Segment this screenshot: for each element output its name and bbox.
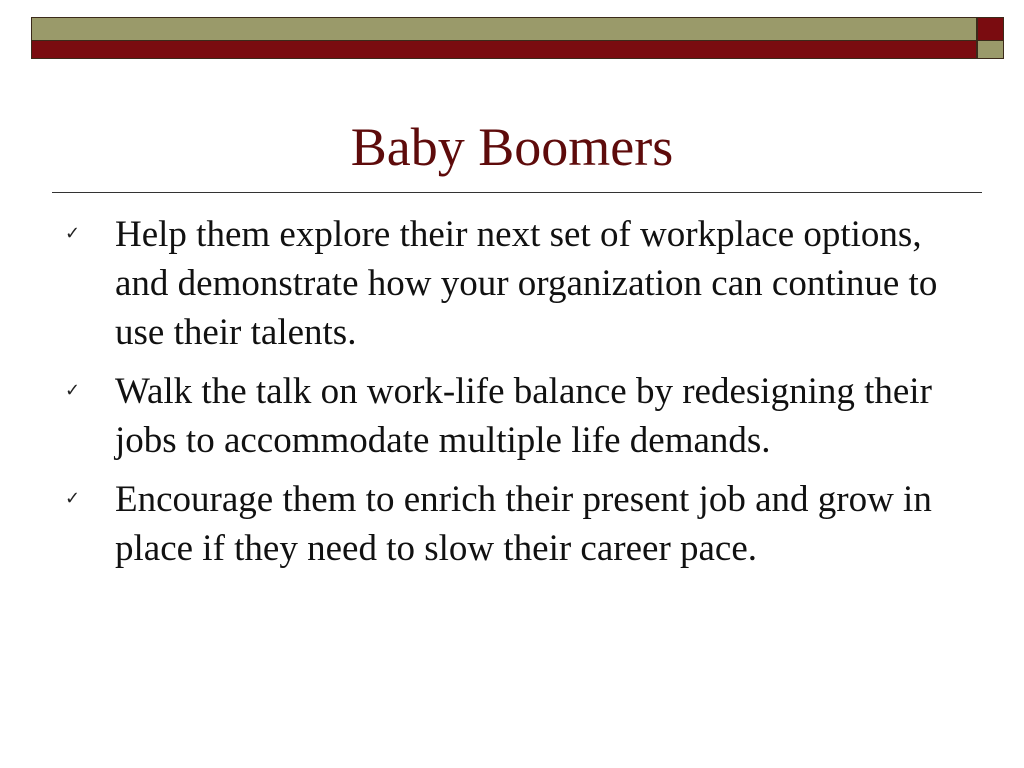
header-corner-red-block xyxy=(977,17,1004,41)
bullet-text: Help them explore their next set of workplace options, and demonstrate how your organization can continue to use their talents. xyxy=(115,214,938,353)
checkmark-icon: ✓ xyxy=(65,380,81,401)
bullet-item xyxy=(60,367,980,465)
checkmark-icon: ✓ xyxy=(65,223,81,244)
header-corner-olive-block xyxy=(977,41,1004,59)
bullet-list xyxy=(60,210,980,583)
checkmark-icon: ✓ xyxy=(65,488,81,509)
bullet-item xyxy=(60,475,980,573)
slide-title: Baby Boomers xyxy=(350,117,674,177)
header-banner-red-bar xyxy=(31,41,977,59)
bullet-item xyxy=(60,210,980,357)
bullet-text: Walk the talk on work-life balance by redesigning their jobs to accommodate multiple life demands. xyxy=(115,371,932,461)
bullet-text: Encourage them to enrich their present job and grow in place if they need to slow their career pace. xyxy=(115,479,932,569)
title-divider xyxy=(52,192,982,193)
header-banner-olive-bar xyxy=(31,17,977,41)
